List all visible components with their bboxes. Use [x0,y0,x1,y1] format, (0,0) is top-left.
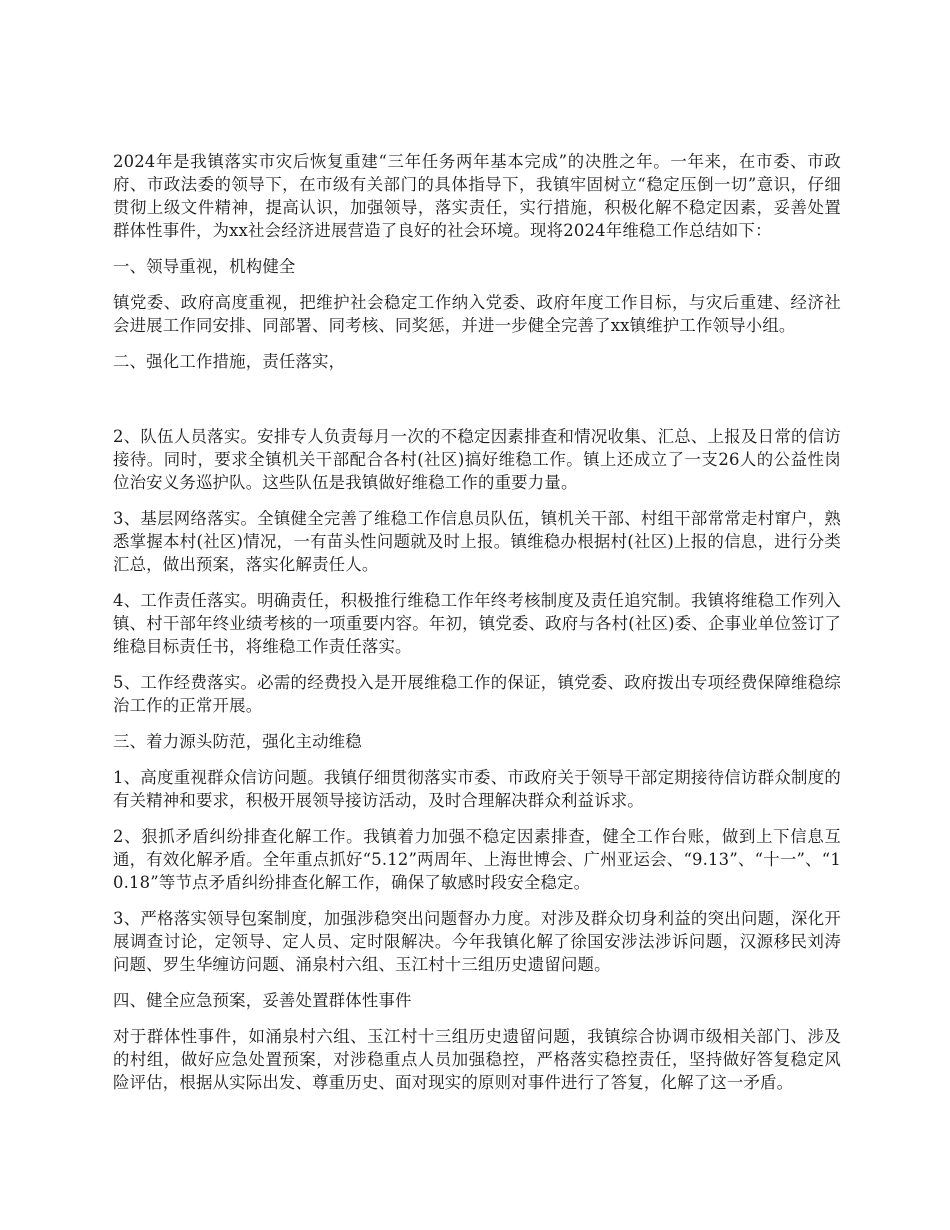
section-1-paragraph: 镇党委、政府高度重视，把维护社会稳定工作纳入党委、政府年度工作目标，与灾后重建、经济社会进展工作同安排、同部署、同考核、同奖惩，并进一步健全完善了xx镇维护工作领导小组。 [113,293,841,335]
document-page [113,150,841,1107]
section-4-paragraph: 对于群体性事件，如涌泉村六组、玉江村十三组历史遗留问题，我镇综合协调市级相关部门、涉及的村组，做好应急处置预案，对涉稳重点人员加强稳控，严格落实稳控责任，坚持做好答复稳定风险评估，根据从实际出发、尊重历史、面对现实的原则对事件进行了答复，化解了这一矛盾。 [113,1027,841,1092]
section-2-item-4: 4、工作责任落实。明确责任，积极推行维稳工作年终考核制度及责任追究制。我镇将维稳工作列入镇、村干部年终业绩考核的一项重要内容。年初，镇党委、政府与各村(社区)委、企事业单位签订了维稳目标责任书，将维稳工作责任落实。 [113,591,841,656]
section-heading-3: 三、着力源头防范，强化主动维稳 [113,732,362,751]
section-heading-4: 四、健全应急预案，妥善处置群体性事件 [113,991,412,1010]
blank-gap [113,386,841,425]
section-2-item-5: 5、工作经费落实。必需的经费投入是开展维稳工作的保证，镇党委、政府拨出专项经费保障维稳综治工作的正常开展。 [113,673,841,715]
section-3-item-2: 2、狠抓矛盾纠纷排查化解工作。我镇着力加强不稳定因素排查，健全工作台账，做到上下信息互通，有效化解矛盾。全年重点抓好“5.12”两周年、上海世博会、广州亚运会、“9.13”、“十一”、“10.18”等节点矛盾纠纷排查化解工作，确保了敏感时段安全稳定。 [113,827,841,892]
section-2-item-3: 3、基层网络落实。全镇健全完善了维稳工作信息员队伍，镇机关干部、村组干部常常走村窜户，熟悉掌握本村(社区)情况，一有苗头性问题就及时上报。镇维稳办根据村(社区)上报的信息，进行分类汇总，做出预案，落实化解责任人。 [113,509,841,574]
section-heading-1: 一、领导重视，机构健全 [113,257,296,276]
section-3-item-3: 3、严格落实领导包案制度，加强涉稳突出问题督办力度。对涉及群众切身利益的突出问题，深化开展调查讨论，定领导、定人员、定时限解决。今年我镇化解了徐国安涉法涉诉问题，汉源移民刘涛问题、罗生华缠访问题、涌泉村六组、玉江村十三组历史遗留问题。 [113,909,841,974]
section-3-item-1: 1、高度重视群众信访问题。我镇仔细贯彻落实市委、市政府关于领导干部定期接待信访群众制度的有关精神和要求，积极开展领导接访活动，及时合理解决群众利益诉求。 [113,768,841,810]
intro-paragraph: 2024年是我镇落实市灾后恢复重建“三年任务两年基本完成”的决胜之年。一年来，在市委、市政府、市政法委的领导下，在市级有关部门的具体指导下，我镇牢固树立“稳定压倒一切”意识，仔细贯彻上级文件精神，提高认识，加强领导，落实责任，实行措施，积极化解不稳定因素，妥善处置群体性事件，为xx社会经济进展营造了良好的社会环境。现将2024年维稳工作总结如下： [113,152,841,240]
section-heading-2: 二、强化工作措施，责任落实， [113,352,346,371]
section-2-item-2: 2、队伍人员落实。安排专人负责每月一次的不稳定因素排查和情况收集、汇总、上报及日常的信访接待。同时，要求全镇机关干部配合各村(社区)搞好维稳工作。镇上还成立了一支26人的公益性岗位治安义务巡护队。这些队伍是我镇做好维稳工作的重要力量。 [113,427,841,492]
